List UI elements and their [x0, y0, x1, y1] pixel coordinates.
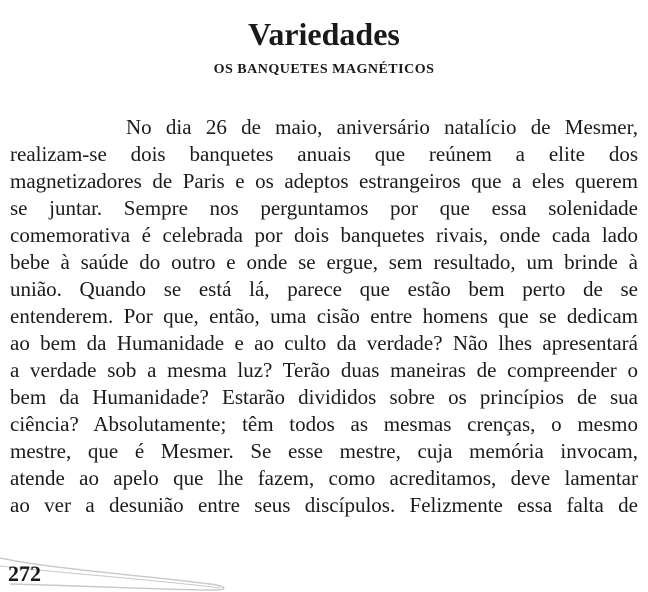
text-line: bebe à saúde do outro e onde se ergue, sem resultado, um brinde à	[10, 250, 638, 274]
text-line: comemorativa é celebrada por dois banquetes rivais, onde cada lado	[10, 223, 638, 247]
text-line: ciência? Absolutamente; têm todos as mesmas crenças, o mesmo	[10, 412, 638, 436]
text-line: magnetizadores de Paris e os adeptos estrangeiros que a eles querem	[10, 169, 638, 193]
text-line: No dia 26 de maio, aniversário natalício de Mesmer,	[126, 115, 638, 139]
text-line: realizam-se dois banquetes anuais que reúnem a elite dos	[10, 142, 638, 166]
text-line: ao bem da Humanidade e ao culto da verdade? Não lhes apresentará	[10, 331, 638, 355]
page-subtitle: OS BANQUETES MAGNÉTICOS	[213, 62, 435, 77]
text-line: entenderem. Por que, então, uma cisão entre homens que se dedicam	[10, 304, 638, 328]
text-line: se juntar. Sempre nos perguntamos por que essa solenidade	[10, 196, 638, 220]
page-title: Variedades	[248, 16, 400, 52]
text-line: atende ao apelo que lhe fazem, como acreditamos, deve lamentar	[10, 466, 638, 490]
text-line: união. Quando se está lá, parece que estão bem perto de se	[10, 277, 638, 301]
text-line: mestre, que é Mesmer. Se esse mestre, cuja memória invocam,	[10, 439, 638, 463]
text-line: ao ver a desunião entre seus discípulos. Felizmente essa falta de	[10, 493, 638, 517]
body-paragraph	[10, 114, 638, 519]
text-line: a verdade sob a mesma luz? Terão duas maneiras de compreender o	[10, 358, 638, 382]
page-number: 272	[8, 561, 41, 586]
text-line: bem da Humanidade? Estarão divididos sobre os princípios de sua	[10, 385, 638, 409]
